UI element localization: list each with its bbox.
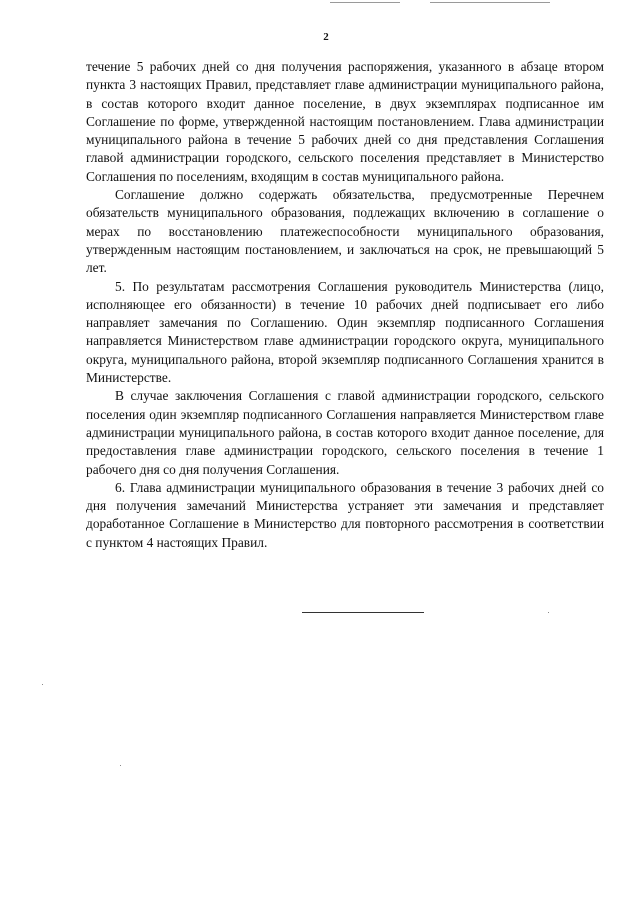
paragraph-item-5: 5. По результатам рассмотрения Соглашения руководитель Министерства (лицо, исполняющее его обязанности) в течение 10 рабочих дней подписывает его либо направляет замечания по Соглашению. Один экземпляр подписанного Соглашения направляется Министерством главе администрации городского округа, муниципального округа, муниципального района, второй экземпляр подписанного Соглашения хранится в Министерстве. (86, 278, 604, 386)
paragraph-continuation: течение 5 рабочих дней со дня получения распоряжения, указанного в абзаце втором пункта 3 настоящих Правил, представляет главе администрации муниципального района, в состав которого входит данное поселение, в двух экземплярах подписанное им Соглашение по форме, утвержденной настоящим постановлением. Глава администрации муниципального района в течение 5 рабочих дней со дня представления Соглашения главой администрации городского, сельского поселения представляет в Министерство Соглашения по поселениям, входящим в состав муниципального района. (86, 59, 604, 184)
end-of-text-rule (302, 612, 424, 613)
paragraph-agreement-obligations: Соглашение должно содержать обязательства, предусмотренные Перечнем обязательств муниципального образования, подлежащих включению в соглашение о мерах по восстановлению платежеспособности муниципального образования, утвержденным настоящим постановлением, и заключаться на срок, не превышающий 5 лет. (86, 187, 604, 276)
paragraph-settlement-case: В случае заключения Соглашения с главой администрации городского, сельского поселения один экземпляр подписанного Соглашения направляется Министерством главе администрации муниципального района, в состав которого входит данное поселение, для предоставления главе администрации городского, сельского поселения в течение 1 рабочего дня со дня получения Соглашения. (86, 388, 604, 477)
top-scan-rule (430, 2, 550, 3)
page-number: 2 (323, 31, 329, 43)
scan-speck (548, 612, 549, 613)
document-body (86, 58, 604, 552)
scan-speck (120, 765, 121, 766)
top-scan-rule (330, 2, 400, 3)
scan-speck (42, 684, 43, 685)
paragraph-item-6: 6. Глава администрации муниципального образования в течение 3 рабочих дней со дня получения замечаний Министерства устраняет эти замечания и представляет доработанное Соглашение в Министерство для повторного рассмотрения в соответствии с пунктом 4 настоящих Правил. (86, 479, 604, 550)
